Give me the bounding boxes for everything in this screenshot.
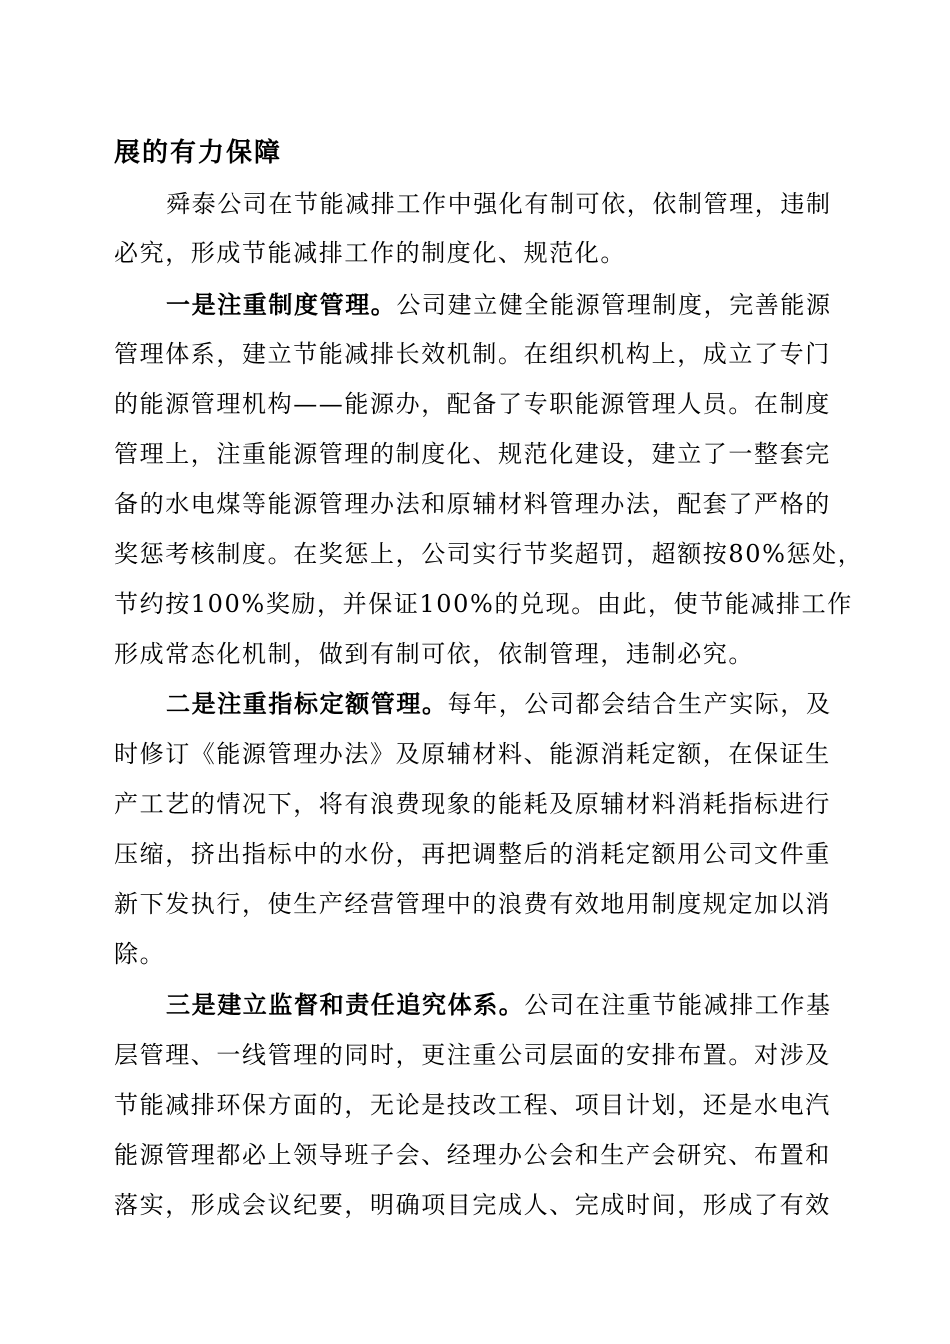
paragraph-1-line-2: 必究，形成节能减排工作的制度化、规范化。 [114, 239, 626, 267]
paragraph-3-line-2: 时修订《能源管理办法》及原辅材料、能源消耗定额，在保证生 [114, 740, 831, 768]
paragraph-1-line-1: 舜泰公司在节能减排工作中强化有制可依，依制管理，违制 [166, 190, 832, 218]
paragraph-3-line-5: 新下发执行，使生产经营管理中的浪费有效地用制度规定加以消 [114, 890, 831, 918]
paragraph-2-line-1 [166, 285, 906, 325]
paragraph-3-line-6: 除。 [114, 940, 166, 968]
paragraph-3-text: 每年，公司都会结合生产实际，及 [447, 690, 832, 718]
section-heading: 展的有力保障 [114, 138, 283, 168]
paragraph-2-line-6: 奖惩考核制度。在奖惩上，公司实行节奖超罚，超额按80%惩处， [114, 540, 864, 568]
paragraph-4-line-4: 能源管理都必上领导班子会、经理办公会和生产会研究、布置和 [114, 1141, 831, 1169]
paragraph-2-line-3: 的能源管理机构——能源办，配备了专职能源管理人员。在制度 [114, 390, 831, 418]
paragraph-4-line-5: 落实，形成会议纪要，明确项目完成人、完成时间，形成了有效 [114, 1191, 831, 1219]
paragraph-2-line-4: 管理上，注重能源管理的制度化、规范化建设，建立了一整套完 [114, 440, 831, 468]
paragraph-3-line-1 [166, 684, 906, 724]
paragraph-3-line-3: 产工艺的情况下，将有浪费现象的能耗及原辅材料消耗指标进行 [114, 790, 831, 818]
paragraph-2-text: 公司建立健全能源管理制度，完善能源 [396, 291, 832, 319]
paragraph-4-text: 公司在注重节能减排工作基 [524, 991, 832, 1019]
paragraph-4-line-1 [166, 985, 906, 1025]
paragraph-3-lead: 二是注重指标定额管理。 [166, 689, 448, 718]
paragraph-2-lead: 一是注重制度管理。 [166, 290, 397, 319]
paragraph-4-line-3: 节能减排环保方面的，无论是技改工程、项目计划，还是水电汽 [114, 1091, 831, 1119]
paragraph-4-lead: 三是建立监督和责任追究体系。 [166, 990, 525, 1019]
paragraph-2-line-2: 管理体系，建立节能减排长效机制。在组织机构上，成立了专门 [114, 340, 831, 368]
paragraph-3-line-4: 压缩，挤出指标中的水份，再把调整后的消耗定额用公司文件重 [114, 840, 831, 868]
paragraph-4-line-2: 层管理、一线管理的同时，更注重公司层面的安排布置。对涉及 [114, 1041, 831, 1069]
paragraph-2-line-8: 形成常态化机制，做到有制可依，依制管理，违制必究。 [114, 640, 754, 668]
paragraph-2-line-7: 节约按100%奖励，并保证100%的兑现。由此，使节能减排工作 [114, 590, 853, 618]
paragraph-2-line-5: 备的水电煤等能源管理办法和原辅材料管理办法，配套了严格的 [114, 490, 831, 518]
